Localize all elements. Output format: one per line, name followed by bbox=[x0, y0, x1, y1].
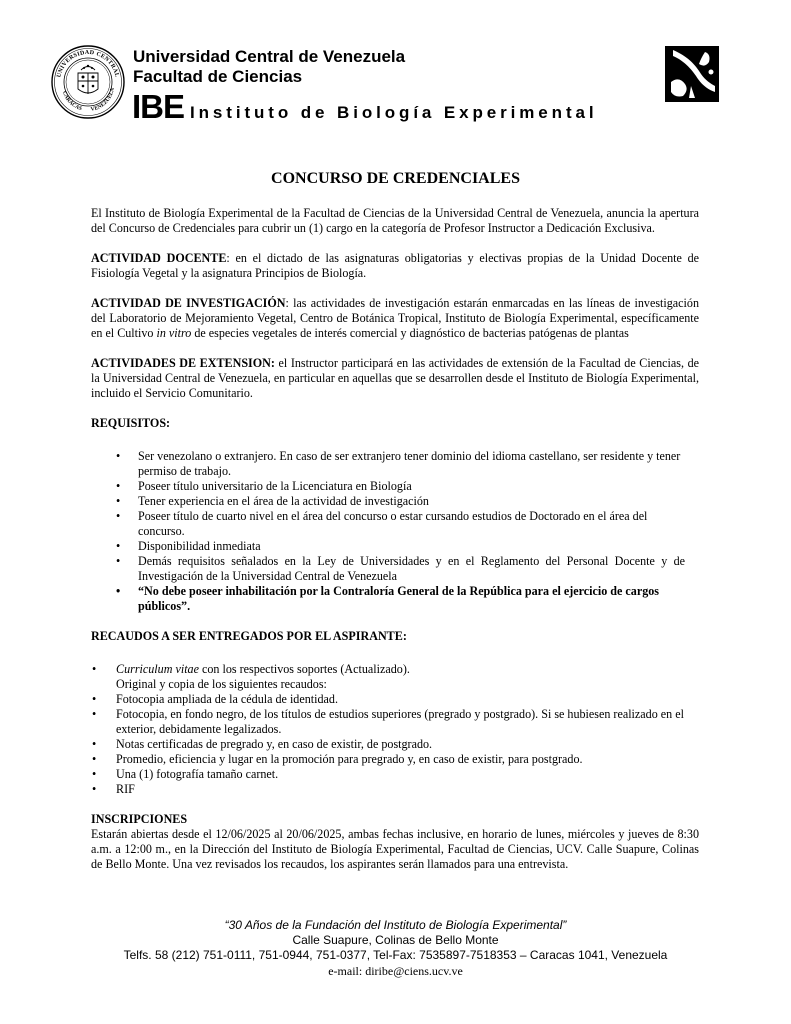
bullet-icon: • bbox=[92, 662, 97, 676]
cv-subline: Original y copia de los siguientes recaudos: bbox=[116, 677, 327, 691]
inscripciones-paragraph bbox=[91, 812, 699, 872]
requisitos-heading: REQUISITOS: bbox=[91, 416, 171, 430]
intro-paragraph: El Instituto de Biología Experimental de la Facultad de Ciencias de la Universidad Central de Venezuela, anuncia la apertura del Concurso de Credenciales para cubrir un (1) cargo en la categoría de Profesor Instructor a Dedicación Exclusiva. bbox=[91, 206, 699, 235]
cv-italic: Curriculum vitae bbox=[116, 662, 199, 676]
list-item: • “No debe poseer inhabilitación por la Contraloría General de la República para el ejercicio de cargos públicos”. bbox=[116, 584, 659, 613]
recaudos-list bbox=[91, 662, 699, 797]
document-body bbox=[91, 206, 699, 887]
svg-text:UNIVERSIDAD CENTRAL: UNIVERSIDAD CENTRAL bbox=[56, 49, 120, 79]
investigacion-label: ACTIVIDAD DE INVESTIGACIÓN bbox=[91, 296, 286, 310]
institute-heading bbox=[132, 88, 597, 126]
list-item: • Poseer título universitario de la Licenciatura en Biología bbox=[116, 479, 412, 493]
ucv-seal-logo bbox=[51, 45, 125, 119]
requisitos-list bbox=[91, 449, 699, 614]
bullet-icon: • bbox=[92, 707, 97, 721]
investigacion-text: : las actividades de investigación estarán enmarcadas en las líneas de investigación del Laboratorio de Mejoramiento Vegetal, Centro de Botánica Tropical, Instituto de Biología Experimental, específicamente en el Cultivo bbox=[91, 296, 699, 340]
list-item: • Tener experiencia en el área de la actividad de investigación bbox=[116, 494, 429, 508]
bullet-icon: • bbox=[116, 509, 121, 523]
bullet-icon: • bbox=[116, 539, 121, 553]
list-item: • Curriculum vitae con los respectivos soportes (Actualizado). Original y copia de los siguientes recaudos: bbox=[92, 662, 410, 691]
ibe-logo bbox=[665, 46, 719, 102]
list-item: • Fotocopia ampliada de la cédula de identidad. bbox=[92, 692, 338, 706]
docente-paragraph bbox=[91, 251, 699, 281]
institute-abbreviation: IBE bbox=[132, 88, 185, 125]
footer-email: e-mail: diribe@ciens.ucv.ve bbox=[328, 964, 463, 978]
list-item: • Promedio, eficiencia y lugar en la promoción para pregrado y, en caso de existir, para postgrado. bbox=[92, 752, 583, 766]
footer-phones: Telfs. 58 (212) 751-0111, 751-0944, 751-0377, Tel-Fax: 7535897-7518353 – Caracas 1041, Venezuela bbox=[123, 948, 668, 962]
bullet-icon: • bbox=[116, 479, 121, 493]
bullet-icon: • bbox=[92, 767, 97, 781]
list-item: • Poseer título de cuarto nivel en el área del concurso o estar cursando estudios de Doctorado en el área del concurso. bbox=[116, 509, 648, 538]
recaudos-heading: RECAUDOS A SER ENTREGADOS POR EL ASPIRANTE: bbox=[91, 629, 407, 643]
bullet-icon: • bbox=[116, 449, 121, 463]
list-item: • Notas certificadas de pregrado y, en caso de existir, de postgrado. bbox=[92, 737, 433, 751]
bullet-icon: • bbox=[116, 494, 121, 508]
svg-text:CARACAS: CARACAS bbox=[60, 90, 83, 113]
investigacion-italic: in vitro bbox=[156, 326, 192, 340]
extension-paragraph bbox=[91, 356, 699, 401]
bullet-icon: • bbox=[116, 554, 121, 568]
list-item: • Fotocopia, en fondo negro, de los títulos de estudios superiores (pregrado y postgrado). Si se hubiesen realizado en el exterior, debidamente legalizados. bbox=[92, 707, 684, 736]
bullet-icon: • bbox=[92, 782, 97, 796]
footer-anniversary: “30 Años de la Fundación del Instituto de Biología Experimental” bbox=[224, 918, 567, 932]
inscripciones-text: Estarán abiertas desde el 12/06/2025 al 20/06/2025, ambas fechas inclusive, en horario de lunes, miércoles y jueves de 8:30 a.m. a 12:00 m., en la Dirección del Instituto de Biología Experimental, Facultad de Ciencias, UCV. Calle Suapure, Colinas de Bello Monte. Una vez revisados los recaudos, los aspirantes serán llamados para una entrevista. bbox=[91, 827, 699, 871]
inscripciones-heading: INSCRIPCIONES bbox=[91, 812, 188, 826]
investigacion-paragraph bbox=[91, 296, 699, 341]
bullet-icon: • bbox=[92, 737, 97, 751]
institute-name: Instituto de Biología Experimental bbox=[190, 103, 598, 122]
faculty-name: Facultad de Ciencias bbox=[133, 67, 303, 86]
bullet-icon: • bbox=[92, 752, 97, 766]
extension-text: el Instructor participará en las actividades de extensión de la Facultad de Ciencias, de la Universidad Central de Venezuela, en particular en aquellas que se desarrollen desde el Instituto de Biología Experimental, incluido el Servicio Comunitario. bbox=[91, 356, 699, 400]
list-item: • Ser venezolano o extranjero. En caso de ser extranjero tener dominio del idioma castellano, ser residente y tener permiso de trabajo. bbox=[116, 449, 681, 478]
list-item: • RIF bbox=[92, 782, 135, 796]
docente-label: ACTIVIDAD DOCENTE bbox=[91, 251, 227, 265]
footer bbox=[0, 918, 791, 979]
list-item: • Una (1) fotografía tamaño carnet. bbox=[92, 767, 279, 781]
extension-label: ACTIVIDADES DE EXTENSION: bbox=[91, 356, 275, 370]
svg-text:VENEZUELA: VENEZUELA bbox=[90, 87, 116, 113]
document-title: CONCURSO DE CREDENCIALES bbox=[271, 170, 520, 187]
list-item: • Disponibilidad inmediata bbox=[116, 539, 261, 553]
investigacion-text-end: de especies vegetales de interés comercial y diagnóstico de bacterias patógenas de plantas bbox=[191, 326, 629, 340]
footer-address: Calle Suapure, Colinas de Bello Monte bbox=[292, 933, 499, 947]
list-item: • Demás requisitos señalados en la Ley de Universidades y en el Reglamento del Personal Docente y de Investigación de la Universidad Central de Venezuela bbox=[116, 554, 685, 583]
docente-text: : en el dictado de las asignaturas obligatorias y electivas propias de la Unidad Docente de Fisiología Vegetal y la asignatura Principios de Biología. bbox=[91, 251, 699, 280]
bullet-icon: • bbox=[92, 692, 97, 706]
university-name: Universidad Central de Venezuela bbox=[133, 47, 406, 66]
bullet-icon: • bbox=[116, 584, 121, 598]
